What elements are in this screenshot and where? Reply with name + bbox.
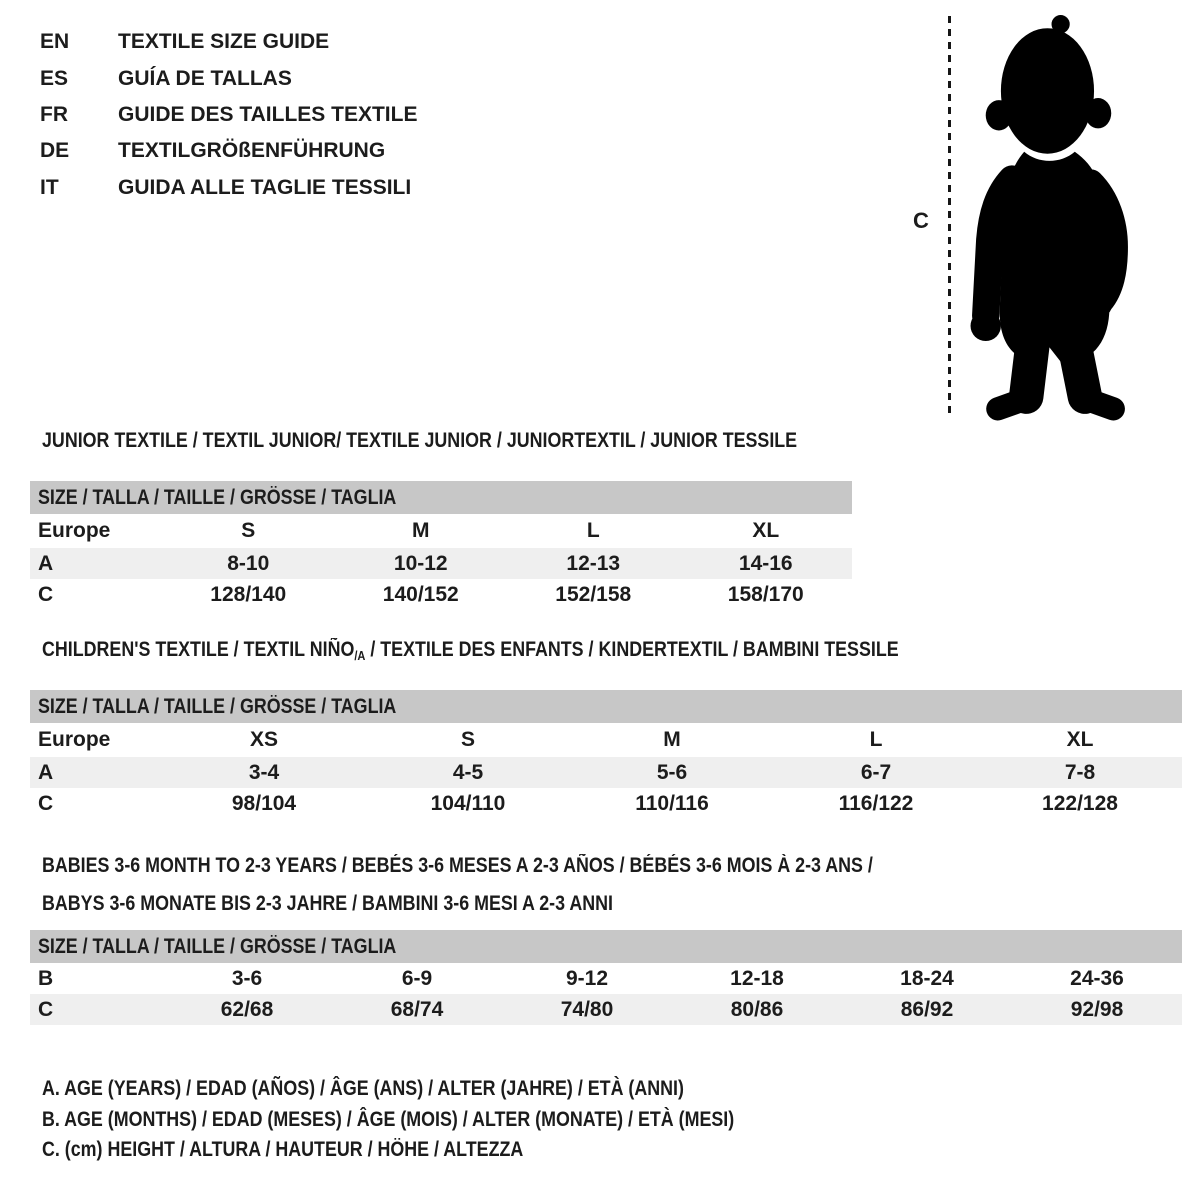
table-cell: 92/98 (1070, 997, 1124, 1021)
table-cell: 116/122 (838, 791, 914, 815)
table-cell: S (241, 519, 256, 542)
table-cell: 10-12 (393, 551, 448, 575)
size-header-text: SIZE / TALLA / TAILLE / GRÖSSE / TAGLIA (38, 485, 397, 509)
language-title: GUIDE DES TAILLES TEXTILE (118, 102, 418, 126)
legend-note-b (42, 1105, 856, 1136)
table-cell: 68/74 (390, 997, 444, 1021)
size-header-text: SIZE / TALLA / TAILLE / GRÖSSE / TAGLIA (38, 694, 397, 718)
table-cell: L (586, 519, 600, 542)
language-title: TEXTILGRÖßENFÜHRUNG (118, 139, 386, 163)
table-cell: 6-9 (401, 966, 433, 990)
table-cell: 12-13 (566, 551, 621, 575)
size-table-junior (30, 481, 852, 610)
table-cell: XS (249, 728, 278, 751)
row-label: Europe (38, 728, 111, 751)
legend-note-a (42, 1074, 856, 1105)
table-cell: 4-5 (452, 760, 484, 784)
language-code: ES (40, 66, 69, 90)
measure-label-c: C (913, 208, 929, 233)
table-cell: 7-8 (1064, 760, 1096, 784)
table-cell: 24-36 (1070, 966, 1124, 990)
legend-block (42, 1074, 856, 1166)
table-cell: 152/158 (555, 582, 632, 606)
children-title-sub: /A (354, 648, 366, 663)
language-code: IT (40, 175, 59, 199)
legend-note-c-text: C. (cm) HEIGHT / ALTURA / HAUTEUR / HÖHE / ALTEZZA (42, 1138, 524, 1162)
row-label: C (38, 582, 54, 606)
table-cell: 122/128 (1042, 791, 1118, 815)
language-title-block (40, 24, 417, 206)
section-title-children-text (42, 638, 899, 662)
children-title-pre: CHILDREN'S TEXTILE / TEXTIL NIÑO (42, 638, 355, 661)
language-code: DE (40, 139, 70, 163)
table-cell: 104/110 (430, 791, 506, 815)
table-cell: 140/152 (382, 582, 459, 606)
children-title-post: / TEXTILE DES ENFANTS / KINDERTEXTIL / BAMBINI TESSILE (365, 638, 899, 661)
language-title: TEXTILE SIZE GUIDE (118, 30, 330, 54)
row-label: B (38, 966, 54, 990)
language-row (40, 97, 417, 133)
table-cell: L (869, 728, 883, 751)
babies-title-line1: BABIES 3-6 MONTH TO 2-3 YEARS / BEBÉS 3-6 MESES A 2-3 AÑOS / BÉBÉS 3-6 MOIS À 2-3 ANS / (42, 854, 873, 877)
table-row (30, 514, 852, 548)
babies-title-line2: BABYS 3-6 MONATE BIS 2-3 JAHRE / BAMBINI 3-6 MESI A 2-3 ANNI (42, 891, 613, 915)
table-cell: 62/68 (220, 997, 274, 1021)
table-cell: XL (752, 519, 780, 542)
language-title: GUÍA DE TALLAS (118, 66, 292, 90)
table-cell: 6-7 (860, 760, 892, 784)
table-cell: 74/80 (560, 997, 614, 1021)
row-label: Europe (38, 519, 111, 542)
legend-note-c (42, 1135, 856, 1166)
table-row (30, 579, 852, 610)
table-row (30, 994, 1182, 1025)
silhouette-head (1001, 28, 1094, 154)
table-row (30, 788, 1182, 819)
table-cell: 98/104 (231, 791, 297, 815)
section-title-junior (42, 429, 930, 453)
table-cell: 9-12 (565, 966, 609, 990)
row-label: A (38, 760, 54, 784)
table-cell: 80/86 (730, 997, 784, 1021)
language-row (40, 24, 417, 60)
table-cell: 110/116 (635, 791, 709, 815)
language-title: GUIDA ALLE TAGLIE TESSILI (118, 175, 412, 199)
table-cell: 86/92 (900, 997, 954, 1021)
table-cell: 8-10 (227, 551, 270, 575)
legend-note-b-text: B. AGE (MONTHS) / EDAD (MESES) / ÂGE (MOIS) / ALTER (MONATE) / ETÀ (MESI) (42, 1107, 735, 1131)
section-title-children (42, 638, 1050, 662)
size-table-babies (30, 930, 1182, 1025)
size-header-text: SIZE / TALLA / TAILLE / GRÖSSE / TAGLIA (38, 934, 397, 958)
table-cell: M (663, 728, 681, 751)
table-cell: XL (1066, 728, 1094, 751)
size-header-band (30, 481, 852, 514)
table-cell: 3-4 (248, 760, 280, 784)
table-cell: 18-24 (900, 966, 954, 990)
size-header-band (30, 690, 1182, 723)
size-header-band (30, 930, 1182, 963)
table-cell: 128/140 (210, 582, 287, 606)
row-label: C (38, 791, 54, 815)
row-label: A (38, 551, 54, 575)
table-cell: 14-16 (738, 551, 793, 575)
size-table-children (30, 690, 1182, 819)
table-row (30, 548, 852, 579)
language-row (40, 133, 417, 169)
toddler-silhouette-image (960, 12, 1140, 422)
table-cell: S (460, 728, 475, 751)
legend-note-a-text: A. AGE (YEARS) / EDAD (AÑOS) / ÂGE (ANS) / ALTER (JAHRE) / ETÀ (ANNI) (42, 1077, 684, 1101)
table-row (30, 723, 1182, 757)
language-code: EN (40, 30, 70, 54)
table-row (30, 963, 1182, 994)
language-code: FR (40, 102, 68, 126)
height-measure-dashed-line (948, 16, 951, 416)
section-title-babies (42, 847, 1020, 922)
table-cell: M (412, 519, 430, 542)
table-row (30, 757, 1182, 788)
row-label: C (38, 997, 54, 1021)
table-cell: 3-6 (231, 966, 263, 990)
table-cell: 12-18 (730, 966, 784, 990)
language-row (40, 60, 417, 96)
table-cell: 158/170 (727, 582, 804, 606)
table-cell: 5-6 (656, 760, 688, 784)
section-title-junior-text: JUNIOR TEXTILE / TEXTIL JUNIOR/ TEXTILE JUNIOR / JUNIORTEXTIL / JUNIOR TESSILE (42, 429, 798, 452)
language-row (40, 170, 417, 206)
